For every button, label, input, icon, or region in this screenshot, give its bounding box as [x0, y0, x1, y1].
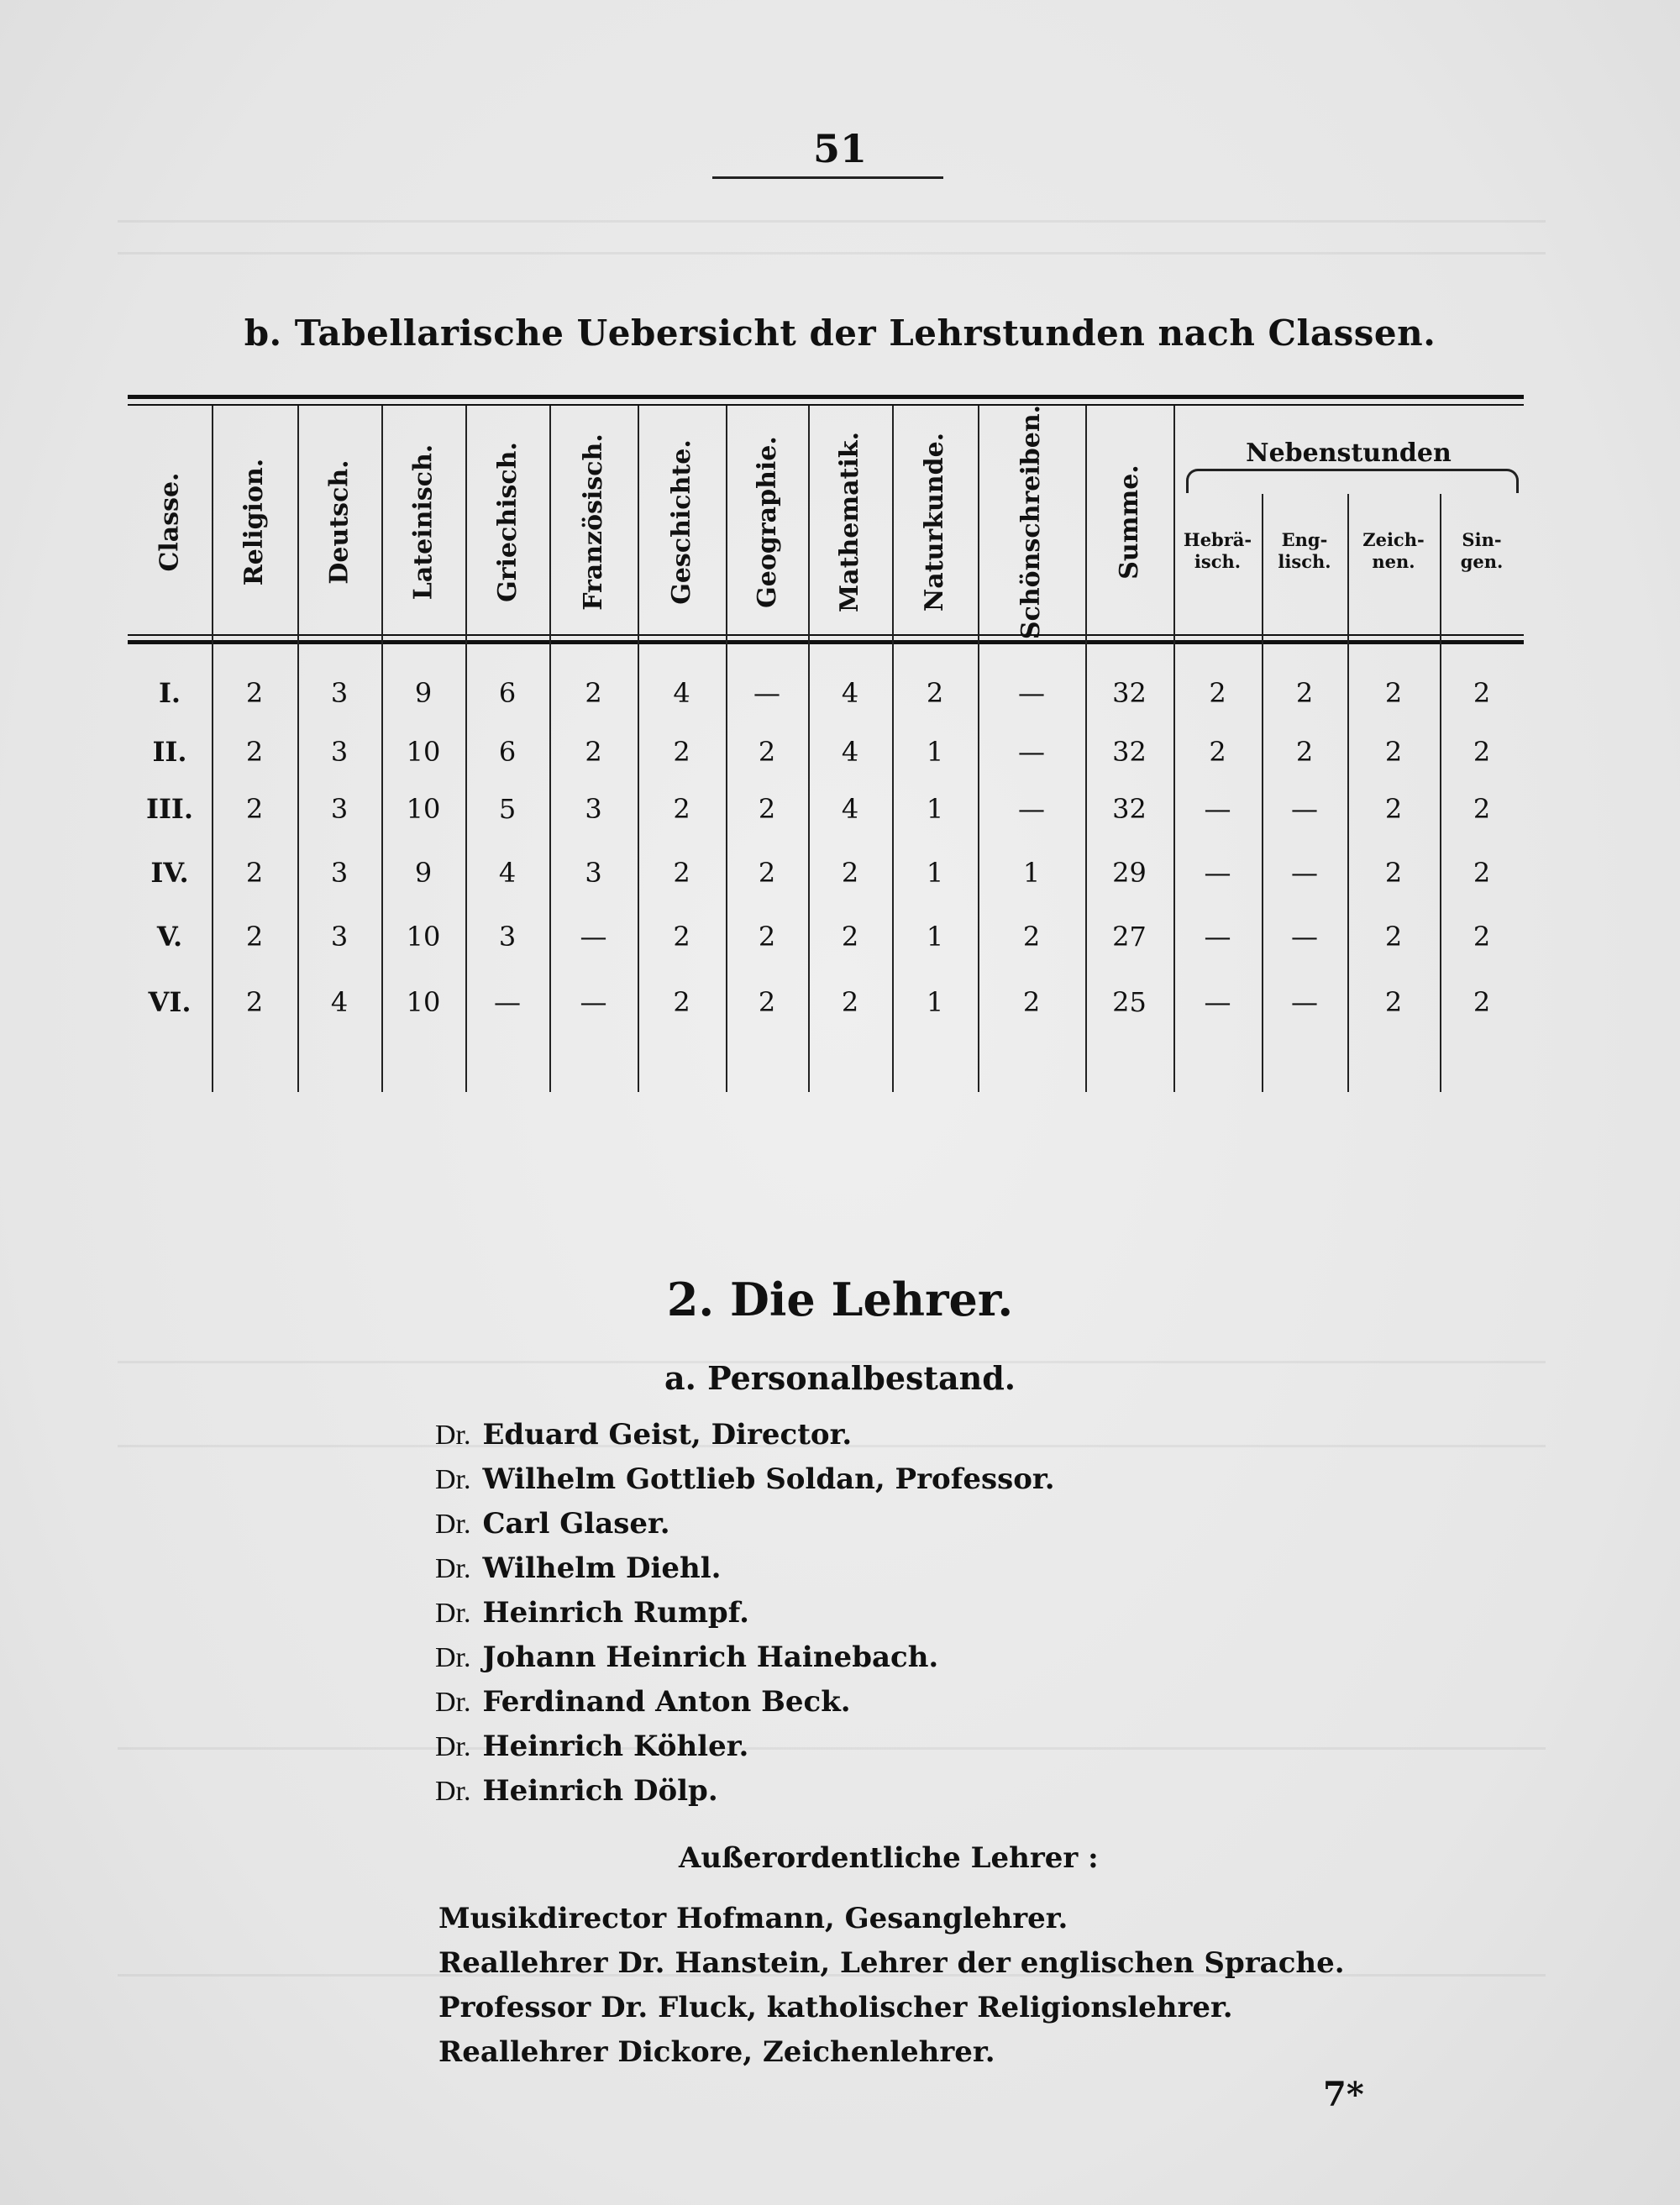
teacher-name: Carl Glaser. [482, 1507, 670, 1541]
hours-cell: 2 [673, 857, 690, 889]
extraordinary-teacher-entry: Reallehrer Dr. Hanstein, Lehrer der englischen Sprache. [438, 1946, 1345, 1980]
teacher-title: Dr. [435, 1642, 471, 1673]
teacher-entry [435, 1457, 1055, 1502]
hours-cell: 1 [1022, 857, 1041, 889]
nebenstunden-column-header: Zeich- nen. [1362, 529, 1425, 572]
hours-cell: 2 [585, 677, 602, 709]
hours-cell: 2 [1384, 921, 1403, 953]
nebenstunden-heading: Nebenstunden [1246, 438, 1452, 468]
extraordinary-teacher-entry: Professor Dr. Fluck, katholischer Religionslehrer. [438, 1991, 1233, 2024]
table-row [128, 672, 1524, 714]
table-row [128, 852, 1524, 894]
hours-cell: 4 [498, 857, 517, 889]
hours-cell: — [1204, 986, 1231, 1018]
hours-cell: — [1291, 857, 1318, 889]
teacher-name: Eduard Geist, Director. [482, 1418, 853, 1452]
hours-cell: 29 [1112, 857, 1147, 889]
hours-cell: 4 [841, 677, 859, 709]
hours-cell: 2 [1473, 857, 1491, 889]
hours-cell: — [1291, 793, 1318, 825]
hours-cell: 2 [1022, 986, 1041, 1018]
extraordinary-teacher-entry: Reallehrer Dickore, Zeichenlehrer. [438, 2035, 995, 2069]
hours-cell: 6 [498, 677, 517, 709]
hours-cell: 2 [1022, 921, 1041, 953]
hours-cell: 2 [1384, 793, 1403, 825]
hours-cell: 2 [1384, 857, 1403, 889]
hours-cell: 3 [330, 857, 349, 889]
hours-cell: 10 [406, 736, 441, 768]
hours-cell: 10 [406, 986, 441, 1018]
hours-cell: 5 [498, 793, 517, 825]
hours-cell: — [1291, 921, 1318, 953]
class-label: I. [158, 677, 181, 709]
page-number-rule [712, 176, 943, 179]
nebenstunden-column-header: Sin- gen. [1460, 529, 1504, 572]
teacher-title: Dr. [435, 1731, 471, 1762]
hours-cell: 2 [758, 857, 776, 889]
hours-cell: 10 [406, 793, 441, 825]
table-row [128, 916, 1524, 958]
column-header: Geschichte. [667, 438, 697, 605]
hours-cell: 2 [1473, 793, 1491, 825]
hours-cell: 10 [406, 921, 441, 953]
hours-cell: 4 [841, 793, 859, 825]
hours-cell: 2 [1295, 677, 1314, 709]
teacher-name: Heinrich Dölp. [482, 1774, 718, 1808]
signature-mark: 7* [1323, 2075, 1364, 2114]
column-header: Deutsch. [324, 459, 354, 585]
hours-cell: 2 [245, 921, 264, 953]
table-header-rule-thin [128, 634, 1524, 636]
column-header: Schönschreiben. [1016, 404, 1047, 639]
hours-cell: — [494, 986, 521, 1018]
nebenstunden-brace [1186, 469, 1519, 493]
class-label: II. [152, 736, 187, 768]
table-row [128, 788, 1524, 830]
extraordinary-teacher-list [438, 1897, 1345, 2075]
class-label: III. [145, 793, 194, 825]
hours-cell: 2 [245, 793, 264, 825]
column-header: Naturkunde. [920, 432, 950, 612]
hours-cell: 3 [330, 921, 349, 953]
hours-cell: 2 [1384, 986, 1403, 1018]
teacher-entry [435, 1546, 1055, 1591]
column-header: Lateinisch. [408, 444, 438, 600]
page-number: 51 [812, 126, 867, 171]
hours-cell: 27 [1112, 921, 1147, 953]
hours-cell: 3 [330, 793, 349, 825]
hours-cell: 2 [585, 736, 602, 768]
teacher-title: Dr. [435, 1687, 471, 1718]
section-b-title: b. Tabellarische Uebersicht der Lehrstunden nach Classen. [244, 312, 1436, 354]
teacher-entry [435, 1769, 1055, 1814]
hours-cell: 4 [330, 986, 349, 1018]
hours-cell: 32 [1112, 736, 1147, 768]
teacher-entry [435, 1635, 1055, 1680]
hours-cell: 2 [1384, 677, 1403, 709]
bleed-through-line [118, 220, 1546, 223]
teacher-title: Dr. [435, 1553, 471, 1584]
teacher-entry [435, 1725, 1055, 1769]
extraordinary-teacher-entry: Musikdirector Hofmann, Gesanglehrer. [438, 1902, 1068, 1935]
section-2-title: 2. Die Lehrer. [666, 1273, 1014, 1326]
hours-cell: 2 [673, 793, 690, 825]
hours-cell: 1 [926, 921, 944, 953]
hours-cell: 2 [1209, 677, 1226, 709]
teacher-title: Dr. [435, 1776, 471, 1807]
table-row [128, 731, 1524, 773]
column-header: Summe. [1115, 464, 1144, 580]
hours-cell: 1 [926, 986, 944, 1018]
nebenstunden-column-header: Hebrä- isch. [1183, 529, 1252, 572]
teacher-name: Wilhelm Gottlieb Soldan, Professor. [482, 1462, 1055, 1496]
column-header: Geographie. [752, 435, 782, 608]
teacher-entry [435, 1413, 1055, 1457]
hours-cell: 9 [414, 677, 433, 709]
column-header: Griechisch. [492, 441, 522, 602]
column-header: Französisch. [579, 433, 609, 611]
hours-cell: 3 [498, 921, 517, 953]
teacher-entry [435, 1680, 1055, 1725]
table-top-rule-thin [128, 404, 1524, 406]
hours-cell: 4 [673, 677, 690, 709]
hours-cell: 6 [498, 736, 517, 768]
hours-cell: 2 [245, 736, 264, 768]
hours-cell: 2 [1473, 986, 1491, 1018]
hours-cell: — [1018, 677, 1045, 709]
table-header-rule [128, 640, 1524, 644]
hours-cell: 4 [841, 736, 859, 768]
teacher-title: Dr. [435, 1464, 471, 1495]
teacher-title: Dr. [435, 1420, 471, 1451]
class-label: V. [156, 921, 183, 953]
hours-cell: 2 [758, 986, 776, 1018]
hours-cell: 3 [330, 736, 349, 768]
hours-cell: — [580, 986, 607, 1018]
teacher-entry [435, 1502, 1055, 1546]
hours-cell: 2 [841, 986, 859, 1018]
hours-cell: 9 [414, 857, 433, 889]
extraordinary-teachers-heading: Außerordentliche Lehrer : [679, 1841, 1099, 1875]
hours-cell: 2 [1295, 736, 1314, 768]
hours-cell: 1 [926, 793, 944, 825]
hours-cell: — [1204, 857, 1231, 889]
column-header: Classe. [155, 471, 185, 572]
hours-cell: 25 [1112, 986, 1147, 1018]
nebenstunden-column-header: Eng- lisch. [1278, 529, 1331, 572]
hours-cell: 2 [926, 677, 944, 709]
hours-cell: 3 [330, 677, 349, 709]
hours-cell: — [1204, 921, 1231, 953]
teacher-title: Dr. [435, 1509, 471, 1540]
hours-cell: 2 [1473, 736, 1491, 768]
hours-cell: 2 [841, 857, 859, 889]
hours-cell: 2 [245, 986, 264, 1018]
hours-cell: 3 [585, 857, 602, 889]
class-label: IV. [150, 857, 189, 889]
hours-cell: — [1204, 793, 1231, 825]
teacher-name: Johann Heinrich Hainebach. [482, 1641, 939, 1674]
hours-cell: 2 [673, 921, 690, 953]
hours-cell: 1 [926, 736, 944, 768]
class-label: VI. [148, 986, 192, 1018]
hours-cell: 2 [1384, 736, 1403, 768]
hours-cell: 2 [1473, 921, 1491, 953]
hours-cell: 2 [245, 677, 264, 709]
table-top-rule [128, 395, 1524, 399]
hours-cell: 3 [585, 793, 602, 825]
hours-cell: — [1018, 793, 1045, 825]
teacher-name: Heinrich Rumpf. [482, 1596, 749, 1630]
teacher-entry [435, 1591, 1055, 1635]
hours-cell: 2 [758, 921, 776, 953]
hours-cell: 2 [841, 921, 859, 953]
hours-cell: 2 [673, 986, 690, 1018]
hours-cell: — [753, 677, 780, 709]
section-2a-title: a. Personalbestand. [664, 1359, 1016, 1397]
hours-cell: 1 [926, 857, 944, 889]
hours-cell: 32 [1112, 677, 1147, 709]
hours-cell: 2 [245, 857, 264, 889]
teacher-name: Wilhelm Diehl. [482, 1551, 722, 1585]
bleed-through-line [118, 252, 1546, 255]
hours-cell: 2 [1209, 736, 1226, 768]
column-header: Mathematik. [835, 431, 865, 612]
teacher-title: Dr. [435, 1598, 471, 1629]
table-row [128, 981, 1524, 1023]
teacher-name: Ferdinand Anton Beck. [482, 1685, 851, 1719]
hours-cell: 2 [758, 793, 776, 825]
hours-cell: 2 [673, 736, 690, 768]
teacher-list [435, 1413, 1055, 1814]
hours-cell: — [580, 921, 607, 953]
hours-cell: — [1018, 736, 1045, 768]
hours-cell: 2 [758, 736, 776, 768]
hours-cell: — [1291, 986, 1318, 1018]
column-header: Religion. [239, 458, 270, 585]
hours-cell: 2 [1473, 677, 1491, 709]
hours-cell: 32 [1112, 793, 1147, 825]
teacher-name: Heinrich Köhler. [482, 1730, 749, 1763]
